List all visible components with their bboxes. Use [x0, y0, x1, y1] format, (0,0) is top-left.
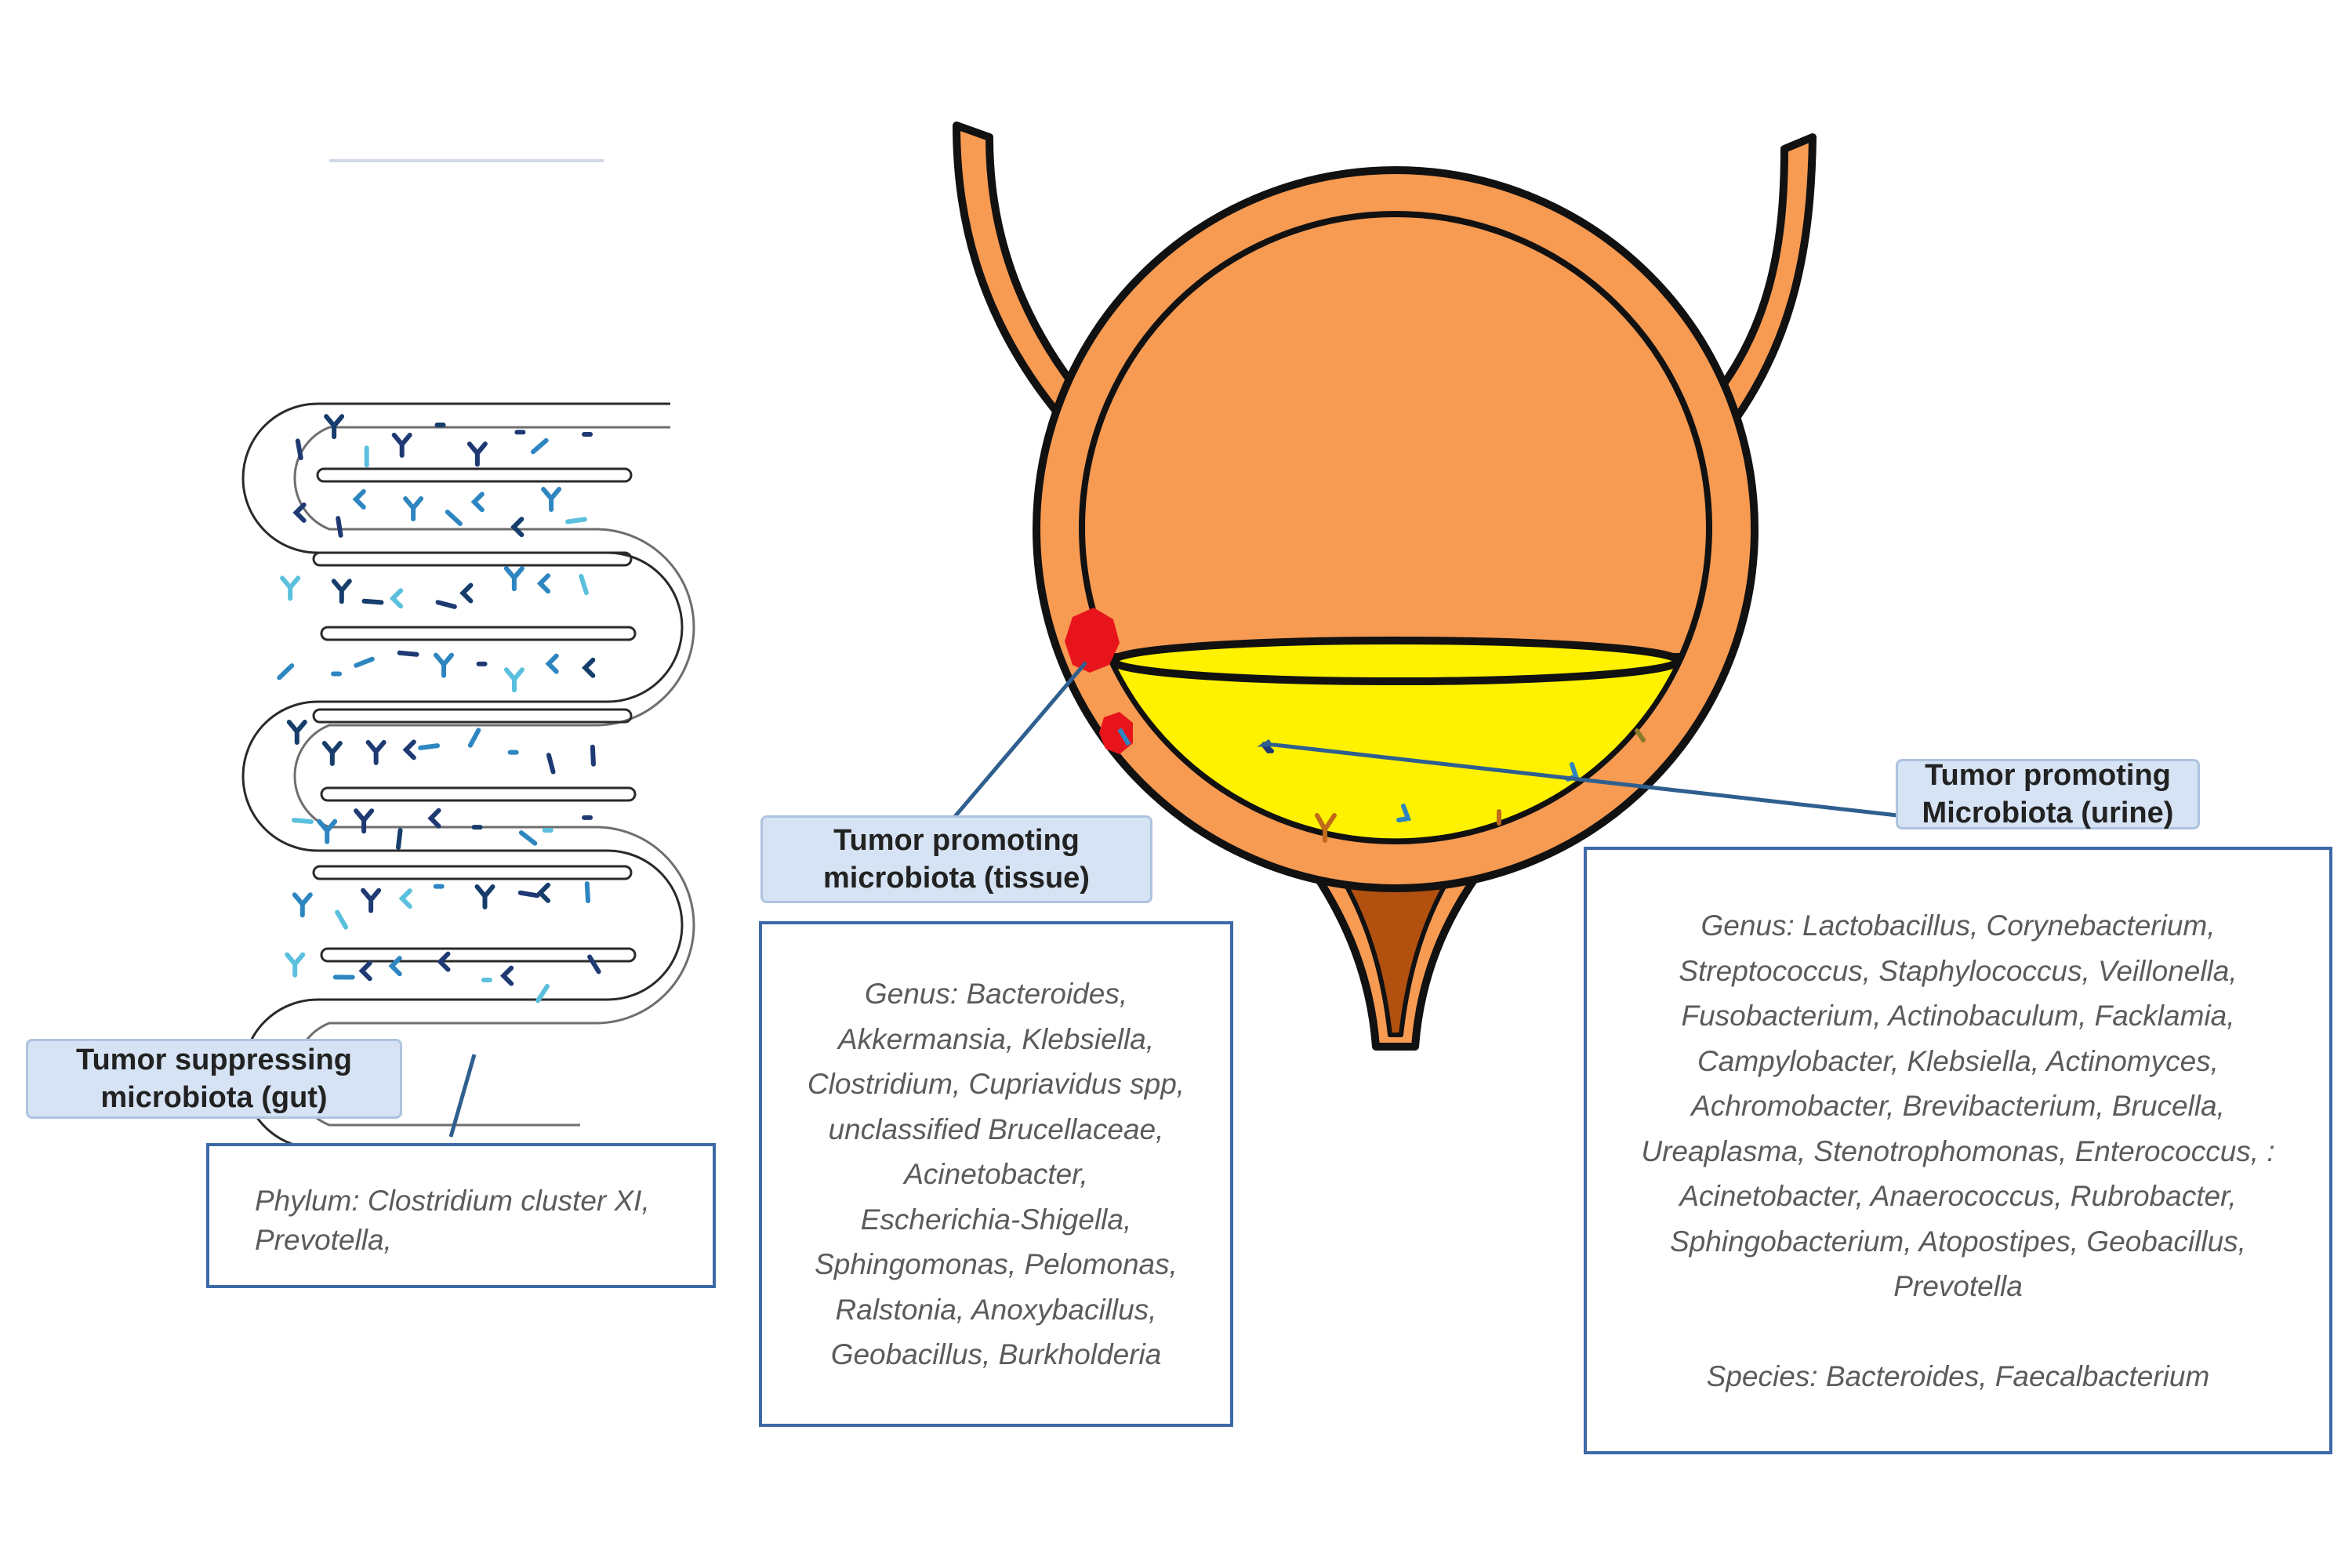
bacterium-icon [431, 811, 439, 826]
bacterium-icon [402, 891, 410, 906]
bacterium-icon [338, 518, 340, 535]
intestine-fold [314, 710, 631, 722]
bacterium-icon [521, 893, 538, 896]
label-tumor-suppressing-gut: Tumor suppressing microbiota (gut) [26, 1039, 402, 1119]
bacterium-icon [448, 512, 460, 524]
bacterium-icon [477, 887, 492, 907]
bacterium-icon [503, 968, 511, 984]
bacterium-icon [289, 722, 305, 742]
bacterium-icon [282, 578, 298, 598]
tissue-line: Clostridium, Cupriavidus spp, [807, 1068, 1185, 1100]
bacterium-icon [420, 746, 437, 748]
tissue-line: Sphingomonas, Pelomonas, [815, 1248, 1178, 1280]
urine-line: Campylobacter, Klebsiella, Actinomyces, [1697, 1044, 2219, 1077]
bacterium-icon [363, 891, 379, 911]
bacterium-icon [540, 575, 548, 591]
urine-line: Fusobacterium, Actinobaculum, Facklamia, [1681, 1000, 2235, 1032]
bacterium-icon [362, 963, 370, 978]
urine-microbiota-list [1584, 847, 2332, 1454]
label-tumor-promoting-tissue: Tumor promoting microbiota (tissue) [760, 815, 1152, 903]
bacterium-icon [405, 499, 421, 519]
tissue-line: Geobacillus, Burkholderia [830, 1338, 1162, 1370]
gut-line: Prevotella, [255, 1224, 392, 1256]
tissue-microbiota-list [759, 921, 1233, 1427]
gut-line: Phylum: Clostridium cluster XI, [255, 1185, 650, 1217]
bacterium-icon [296, 505, 304, 521]
intestine-inner-wall [295, 427, 694, 1125]
tissue-line: unclassified Brucellaceae, [828, 1112, 1164, 1145]
bacterium-icon [581, 576, 586, 593]
left-ureter [956, 125, 1082, 423]
bacterium-icon [298, 441, 301, 458]
bacterium-icon [568, 519, 585, 521]
bacterium-icon [295, 895, 310, 915]
bacterium-icon [365, 601, 382, 603]
bacterium-icon [406, 742, 414, 757]
bacterium-icon [470, 730, 478, 745]
bacterium-icon [400, 653, 417, 655]
bacterium-icon [540, 885, 548, 901]
urine-species-line: Species: Bacteroides, Faecalbacterium [1706, 1359, 2210, 1392]
urine-line: Prevotella [1893, 1270, 2023, 1302]
urine-line: Sphingobacterium, Atopostipes, Geobacillus, [1670, 1225, 2246, 1258]
bacterium-icon [279, 666, 292, 677]
bacterium-icon [587, 884, 588, 901]
bacterium-icon [590, 957, 598, 972]
bacterium-icon [394, 435, 410, 456]
bacterium-icon [334, 581, 350, 601]
urine-line: Acinetobacter, Anaerococcus, Rubrobacter, [1679, 1180, 2237, 1212]
bacterium-icon [436, 655, 452, 676]
bacterium-icon [356, 659, 372, 666]
gut-microbiota-list [206, 1143, 716, 1288]
bacterium-icon [398, 830, 401, 848]
bacterium-icon [533, 441, 546, 452]
urine-line: Streptococcus, Staphylococcus, Veillonella, [1679, 954, 2238, 987]
intestine-fold [321, 627, 635, 640]
bacterium-icon [470, 444, 485, 464]
connector-tissue [953, 662, 1086, 819]
intestine [243, 404, 694, 1149]
bacterium-icon [506, 670, 522, 690]
bacterium-icon [549, 755, 554, 771]
intestine-fold [314, 866, 631, 879]
bacterium-icon [368, 742, 384, 763]
tissue-line: Akkermansia, Klebsiella, [837, 1022, 1155, 1055]
bacterium-icon [393, 590, 401, 606]
tissue-line: Genus: Bacteroides, [864, 978, 1128, 1010]
bacterium-icon [319, 822, 335, 842]
bacterium-icon [474, 494, 482, 510]
bacterium-icon [325, 743, 340, 764]
label-tumor-promoting-urine: Tumor promoting Microbiota (urine) [1896, 759, 2200, 829]
intestine-fold [318, 469, 631, 481]
bacterium-icon [585, 660, 593, 676]
bacterium-icon [514, 519, 521, 535]
bacterium-icon [549, 656, 557, 672]
urine-surface [1113, 641, 1678, 681]
tissue-line: Acinetobacter, [904, 1158, 1088, 1190]
bacterium-icon [337, 912, 346, 927]
urine-line: Ureaplasma, Stenotrophomonas, Enterococcus, : [1641, 1134, 2275, 1167]
bacterium-icon [506, 568, 522, 589]
bacterium-icon [294, 820, 311, 822]
urine-line: Genus: Lactobacillus, Corynebacterium, [1700, 909, 2216, 942]
intestine-fold [321, 949, 635, 961]
intestine-fold [321, 788, 635, 800]
bacterium-icon [463, 585, 470, 601]
tissue-line: Ralstonia, Anoxybacillus, [835, 1293, 1157, 1326]
bacterium-icon [543, 489, 559, 510]
bacterium-icon [438, 602, 455, 607]
tissue-line: Escherichia-Shigella, [860, 1203, 1132, 1236]
bacterium-icon [287, 955, 303, 975]
intestine-fold [314, 553, 631, 565]
bacterium-icon [356, 492, 364, 507]
bacterium-icon [521, 833, 535, 844]
urine-line: Achromobacter, Brevibacterium, Brucella, [1691, 1090, 2225, 1122]
